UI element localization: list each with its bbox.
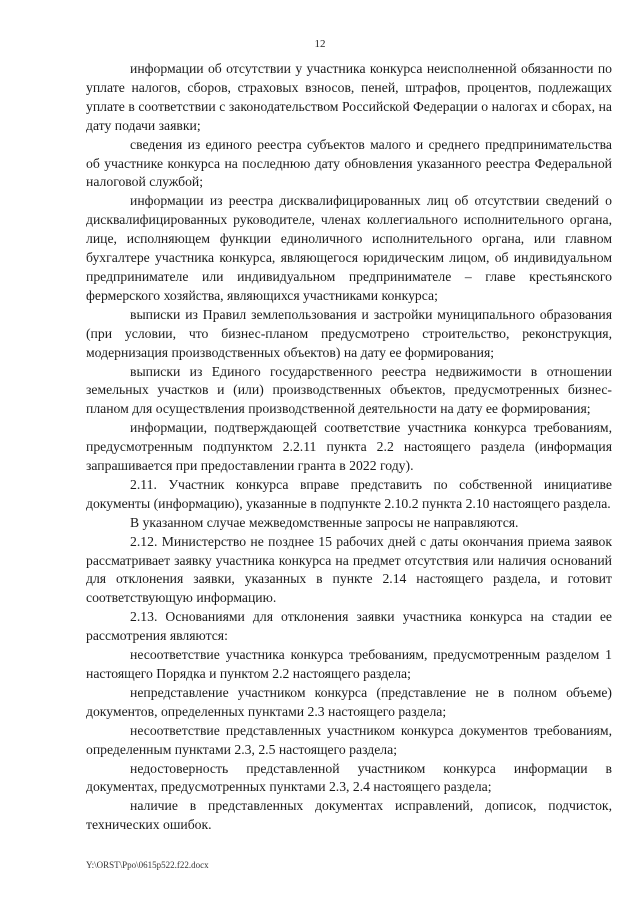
paragraph: несоответствие представленных участником конкурса документов требованиям, определенным пунктами 2.3, 2.5 настоящего раздела; bbox=[86, 722, 612, 757]
paragraph: недостоверность представленной участником конкурса информации в документах, предусмотренных пунктами 2.3, 2.4 настоящего раздела; bbox=[86, 760, 612, 795]
paragraph: информации из реестра дисквалифицированных лиц об отсутствии сведений о дисквалифицированных руководителе, членах коллегиального исполнительного органа, лице, исполняющем функции единоличного исполнительного органа, или главном бухгалтере участника конкурса, являющегося юридическим лицом, об индивидуальном предпринимателе или индивидуальном предпринимателе – главе крестьянского фермерского хозяйства, являющихся участниками конкурса; bbox=[86, 193, 612, 303]
paragraph: информации об отсутствии у участника конкурса неисполненной обязанности по уплате налогов, сборов, страховых взносов, пеней, штрафов, процентов, подлежащих уплате в соответствии с законодательством Российской Федерации о налогах и сборах, на дату подачи заявки; bbox=[86, 61, 612, 133]
paragraph: 2.12. Министерство не позднее 15 рабочих дней с даты окончания приема заявок рассматривает заявку участника конкурса на предмет отсутствия или наличия оснований для отклонения заявки, указанных в пункте 2.14 настоящего раздела, и готовит соответствующую информацию. bbox=[86, 533, 612, 606]
paragraph: 2.11. Участник конкурса вправе представить по собственной инициативе документы (информацию), указанные в подпункте 2.10.2 пункта 2.10 настоящего раздела. bbox=[86, 476, 612, 511]
page-number: 12 bbox=[314, 38, 326, 50]
paragraph: 2.13. Основаниями для отклонения заявки участника конкурса на стадии ее рассмотрения являются: bbox=[86, 609, 612, 644]
paragraph: информации, подтверждающей соответствие участника конкурса требованиям, предусмотренным подпунктом 2.2.11 пункта 2.2 настоящего раздела (информация запрашивается при предоставлении гранта в 2022 году). bbox=[86, 420, 612, 474]
paragraph: выписки из Единого государственного реестра недвижимости в отношении земельных участков и (или) производственных объектов, предусмотренных бизнес-планом для осуществления производственной деятельности на дату ее формирования; bbox=[86, 363, 612, 417]
paragraph: наличие в представленных документах исправлений, дописок, подчисток, технических ошибок. bbox=[86, 798, 612, 833]
paragraph: сведения из единого реестра субъектов малого и среднего предпринимательства об участнике конкурса на последнюю дату обновления указанного реестра Федеральной налоговой службой; bbox=[86, 136, 612, 190]
paragraph: несоответствие участника конкурса требованиям, предусмотренным разделом 1 настоящего Порядка и пунктом 2.2 настоящего раздела; bbox=[86, 647, 612, 681]
paragraph: В указанном случае межведомственные запросы не направляются. bbox=[130, 514, 519, 530]
document-body bbox=[86, 60, 612, 835]
paragraph: выписки из Правил землепользования и застройки муниципального образования (при условии, что бизнес-планом предусмотрено строительство, реконструкция, модернизация производственных объектов) на дату ее формирования; bbox=[86, 306, 612, 360]
file-path-footer: Y:\ORST\Ppo\0615p522.f22.docx bbox=[86, 860, 209, 870]
paragraph: непредставление участником конкурса (представление не в полном объеме) документов, определенных пунктами 2.3 настоящего раздела; bbox=[86, 684, 612, 719]
